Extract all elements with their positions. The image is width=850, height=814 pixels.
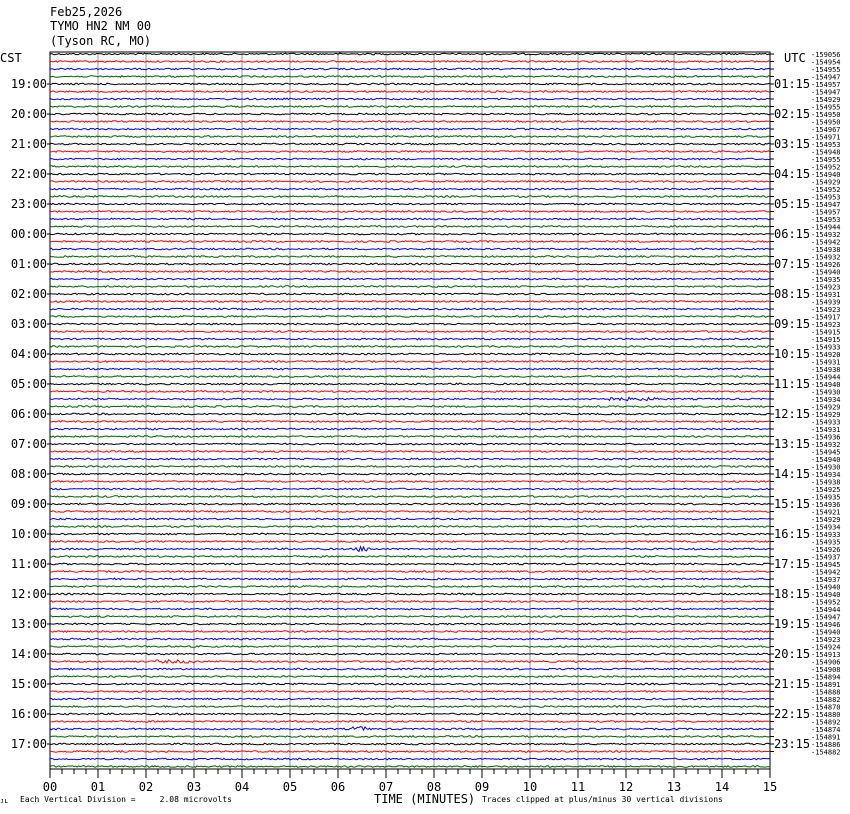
trace-line bbox=[50, 308, 770, 310]
trace-line bbox=[50, 638, 770, 640]
x-axis-title: TIME (MINUTES) bbox=[374, 792, 476, 806]
trace-line bbox=[50, 203, 770, 205]
x-tick-label: 01 bbox=[90, 780, 106, 794]
trace-value-label: -154947 bbox=[811, 201, 841, 209]
trace-line bbox=[50, 571, 770, 573]
trace-value-label: -154923 bbox=[811, 636, 841, 644]
trace-line bbox=[50, 653, 770, 655]
trace-line bbox=[50, 691, 770, 693]
trace-value-label: -154940 bbox=[811, 628, 841, 637]
trace-value-label: -154931 bbox=[811, 426, 841, 434]
utc-hour-labels bbox=[774, 77, 810, 751]
trace-value-label: -154933 bbox=[811, 343, 841, 352]
trace-line bbox=[50, 383, 770, 385]
trace-line bbox=[50, 278, 770, 280]
trace-line bbox=[50, 76, 770, 78]
trace-value-label: -154933 bbox=[811, 531, 841, 539]
trace-line bbox=[50, 248, 770, 250]
trace-line bbox=[50, 556, 770, 558]
trace-value-label: -154967 bbox=[811, 126, 841, 134]
trace-value-label: -154947 bbox=[811, 88, 841, 97]
utc-hour-label: 10:15 bbox=[774, 347, 811, 361]
trace-value-label: -154940 bbox=[811, 381, 841, 389]
trace-line bbox=[50, 428, 770, 430]
utc-hour-label: 11:15 bbox=[774, 377, 811, 391]
trace-value-label: -154942 bbox=[811, 238, 841, 247]
trace-line bbox=[50, 593, 770, 595]
trace-value-label: -154932 bbox=[811, 231, 841, 239]
trace-line bbox=[50, 706, 770, 708]
cst-hour-label: 19:00 bbox=[10, 77, 47, 91]
trace-line bbox=[50, 563, 770, 565]
trace-line bbox=[50, 397, 770, 400]
cst-hour-label: 16:00 bbox=[10, 707, 47, 721]
trace-value-label: -154947 bbox=[811, 73, 841, 82]
cst-hour-label: 05:00 bbox=[10, 377, 47, 391]
trace-line bbox=[50, 616, 770, 618]
trace-line bbox=[50, 323, 770, 325]
utc-hour-label: 12:15 bbox=[774, 407, 811, 421]
trace-value-label: -154923 bbox=[811, 283, 841, 292]
trace-value-label: -154923 bbox=[811, 306, 841, 314]
utc-hour-label: 21:15 bbox=[774, 677, 811, 691]
trace-line bbox=[50, 271, 770, 273]
trace-value-label: -154939 bbox=[811, 298, 841, 307]
trace-value-label: -154954 bbox=[811, 58, 841, 67]
trace-value-label: -159056 bbox=[811, 51, 841, 59]
traces-group bbox=[50, 53, 770, 767]
trace-value-label: -154952 bbox=[811, 163, 841, 172]
cst-hour-label: 23:00 bbox=[10, 197, 47, 211]
trace-line bbox=[50, 721, 770, 723]
utc-hour-label: 23:15 bbox=[774, 737, 811, 751]
trace-value-label: -154950 bbox=[811, 111, 841, 119]
cst-hour-label: 20:00 bbox=[10, 107, 47, 121]
x-axis bbox=[43, 769, 777, 794]
cst-hour-label: 13:00 bbox=[10, 617, 47, 631]
trace-value-label: -154950 bbox=[811, 118, 841, 127]
trace-line bbox=[50, 533, 770, 535]
x-tick-label: 11 bbox=[570, 780, 586, 794]
x-tick-label: 10 bbox=[522, 780, 538, 794]
location-label: (Tyson RC, MO) bbox=[50, 34, 152, 48]
trace-line bbox=[50, 233, 770, 235]
trace-line bbox=[50, 151, 770, 153]
trace-line bbox=[50, 98, 770, 100]
trace-line bbox=[50, 218, 770, 220]
trace-value-label: -154932 bbox=[811, 441, 841, 449]
trace-value-label: -154930 bbox=[811, 388, 841, 397]
x-tick-label: 06 bbox=[330, 780, 346, 794]
date-label: Feb25,2026 bbox=[50, 5, 123, 19]
trace-line bbox=[50, 53, 770, 55]
trace-line bbox=[50, 586, 770, 588]
utc-hour-label: 02:15 bbox=[774, 107, 811, 121]
scale-note: Each Vertical Division = 2.08 microvolts bbox=[20, 795, 232, 804]
trace-value-label: -154948 bbox=[811, 148, 841, 157]
trace-line bbox=[50, 338, 770, 340]
right-axis-title: UTC bbox=[784, 51, 806, 65]
utc-hour-label: 09:15 bbox=[774, 317, 811, 331]
trace-line bbox=[50, 443, 770, 445]
trace-value-label: -154880 bbox=[811, 711, 841, 719]
trace-line bbox=[50, 458, 770, 460]
trace-line bbox=[50, 541, 770, 543]
utc-hour-label: 03:15 bbox=[774, 137, 811, 151]
cst-hour-label: 09:00 bbox=[10, 497, 47, 511]
utc-hour-label: 20:15 bbox=[774, 647, 811, 661]
cst-hour-label: 00:00 bbox=[10, 227, 47, 241]
trace-line bbox=[50, 391, 770, 393]
trace-line bbox=[50, 91, 770, 93]
trace-line bbox=[50, 188, 770, 190]
trace-value-label: -154938 bbox=[811, 246, 841, 254]
trace-value-label: -154933 bbox=[811, 418, 841, 427]
trace-value-label: -154886 bbox=[811, 741, 841, 749]
trace-value-label: -154926 bbox=[811, 546, 841, 554]
trace-line bbox=[50, 301, 770, 303]
trace-value-label: -154917 bbox=[811, 313, 841, 322]
cst-hour-label: 12:00 bbox=[10, 587, 47, 601]
trace-line bbox=[50, 511, 770, 513]
cst-hour-label: 02:00 bbox=[10, 287, 47, 301]
trace-value-label: -154944 bbox=[811, 223, 841, 232]
trace-value-label: -154934 bbox=[811, 523, 841, 532]
trace-value-label: -154940 bbox=[811, 268, 841, 277]
trace-value-label: -154953 bbox=[811, 193, 841, 202]
trace-value-label: -154929 bbox=[811, 516, 841, 524]
trace-value-label: -154892 bbox=[811, 718, 841, 727]
trace-value-label: -154882 bbox=[811, 696, 841, 704]
trace-line bbox=[50, 241, 770, 243]
trace-line bbox=[50, 496, 770, 498]
trace-line bbox=[50, 421, 770, 423]
trace-line bbox=[50, 436, 770, 438]
utc-hour-label: 15:15 bbox=[774, 497, 811, 511]
trace-value-label: -154936 bbox=[811, 433, 841, 442]
scale-mark-icon: ᴊʟ bbox=[0, 797, 9, 805]
utc-hour-label: 06:15 bbox=[774, 227, 811, 241]
trace-value-label: -154947 bbox=[811, 613, 841, 622]
trace-value-label: -154921 bbox=[811, 508, 841, 517]
trace-line bbox=[50, 181, 770, 183]
cst-hour-label: 10:00 bbox=[10, 527, 47, 541]
trace-value-label: -154953 bbox=[811, 141, 841, 149]
trace-line bbox=[50, 368, 770, 370]
trace-line bbox=[50, 473, 770, 475]
trace-line bbox=[50, 68, 770, 70]
trace-value-label: -154935 bbox=[811, 538, 841, 547]
trace-value-label: -154894 bbox=[811, 673, 841, 682]
trace-line bbox=[50, 263, 770, 265]
trace-line bbox=[50, 736, 770, 738]
trace-line bbox=[50, 293, 770, 295]
station-label: TYMO HN2 NM 00 bbox=[50, 19, 152, 33]
trace-value-label: -154940 bbox=[811, 583, 841, 592]
x-tick-label: 03 bbox=[186, 780, 202, 794]
trace-value-label: -154937 bbox=[811, 576, 841, 584]
trace-value-label: -154870 bbox=[811, 703, 841, 712]
trace-line bbox=[50, 743, 770, 745]
cst-hour-label: 08:00 bbox=[10, 467, 47, 481]
utc-hour-label: 04:15 bbox=[774, 167, 811, 181]
trace-line bbox=[50, 646, 770, 648]
trace-line bbox=[50, 143, 770, 145]
trace-line bbox=[50, 668, 770, 670]
trace-value-label: -154882 bbox=[811, 748, 841, 757]
trace-value-label: -154920 bbox=[811, 351, 841, 359]
trace-line bbox=[50, 316, 770, 318]
trace-line bbox=[50, 158, 770, 160]
trace-value-label: -154925 bbox=[811, 486, 841, 494]
utc-hour-label: 18:15 bbox=[774, 587, 811, 601]
utc-hour-label: 07:15 bbox=[774, 257, 811, 271]
x-tick-label: 08 bbox=[426, 780, 442, 794]
x-tick-label: 00 bbox=[42, 780, 58, 794]
trace-value-label: -154926 bbox=[811, 261, 841, 269]
utc-hour-label: 14:15 bbox=[774, 467, 811, 481]
trace-value-label: -154906 bbox=[811, 658, 841, 667]
x-tick-label: 02 bbox=[138, 780, 154, 794]
trace-value-label: -154932 bbox=[811, 253, 841, 262]
trace-line bbox=[50, 106, 770, 108]
trace-value-label: -154938 bbox=[811, 366, 841, 374]
trace-value-label: -154937 bbox=[811, 553, 841, 562]
trace-line bbox=[50, 481, 770, 483]
trace-value-label: -154935 bbox=[811, 276, 841, 284]
trace-line bbox=[50, 256, 770, 258]
trace-line bbox=[50, 286, 770, 288]
trace-value-label: -154929 bbox=[811, 96, 841, 104]
trace-line bbox=[50, 451, 770, 453]
trace-value-label: -154955 bbox=[811, 156, 841, 164]
cst-hour-label: 04:00 bbox=[10, 347, 47, 361]
utc-hour-label: 22:15 bbox=[774, 707, 811, 721]
utc-hour-label: 01:15 bbox=[774, 77, 811, 91]
x-tick-label: 12 bbox=[618, 780, 634, 794]
trace-value-label: -154946 bbox=[811, 621, 841, 629]
trace-line bbox=[50, 121, 770, 123]
trace-value-label: -154934 bbox=[811, 471, 841, 479]
trace-value-label: -154924 bbox=[811, 643, 841, 652]
trace-line bbox=[50, 766, 770, 768]
x-tick-label: 07 bbox=[378, 780, 394, 794]
trace-line bbox=[50, 413, 770, 415]
trace-line bbox=[50, 83, 770, 85]
trace-value-label: -154952 bbox=[811, 186, 841, 194]
trace-line bbox=[50, 751, 770, 753]
cst-hour-label: 01:00 bbox=[10, 257, 47, 271]
trace-value-label: -154944 bbox=[811, 373, 841, 382]
trace-line bbox=[50, 526, 770, 528]
trace-value-label: -154952 bbox=[811, 598, 841, 607]
trace-value-label: -154929 bbox=[811, 411, 841, 419]
trace-line bbox=[50, 631, 770, 633]
cst-hour-label: 06:00 bbox=[10, 407, 47, 421]
trace-value-label: -154955 bbox=[811, 66, 841, 74]
cst-hour-label: 14:00 bbox=[10, 647, 47, 661]
trace-line bbox=[50, 518, 770, 520]
trace-line bbox=[50, 488, 770, 490]
trace-line bbox=[50, 547, 770, 552]
trace-line bbox=[50, 623, 770, 625]
trace-value-label: -154945 bbox=[811, 561, 841, 569]
trace-value-label: -154913 bbox=[811, 651, 841, 659]
trace-line bbox=[50, 136, 770, 138]
trace-value-label: -154940 bbox=[811, 171, 841, 179]
trace-value-label: -154971 bbox=[811, 133, 841, 142]
x-tick-label: 15 bbox=[762, 780, 778, 794]
trace-value-label: -154923 bbox=[811, 321, 841, 329]
trace-line bbox=[50, 353, 770, 355]
x-tick-label: 09 bbox=[474, 780, 490, 794]
trace-line bbox=[50, 758, 770, 760]
trace-line bbox=[50, 698, 770, 700]
trace-value-label: -154955 bbox=[811, 103, 841, 112]
trace-line bbox=[50, 727, 770, 731]
trace-line bbox=[50, 676, 770, 678]
trace-line bbox=[50, 406, 770, 408]
cst-hour-label: 07:00 bbox=[10, 437, 47, 451]
trace-value-label: -154940 bbox=[811, 591, 841, 599]
trace-value-label: -154908 bbox=[811, 666, 841, 674]
trace-line bbox=[50, 466, 770, 468]
trace-value-label: -154891 bbox=[811, 681, 841, 689]
trace-line bbox=[50, 660, 770, 663]
trace-value-label: -154930 bbox=[811, 463, 841, 472]
trace-line bbox=[50, 601, 770, 603]
trace-value-label: -154888 bbox=[811, 688, 841, 697]
trace-line bbox=[50, 361, 770, 363]
trace-line bbox=[50, 166, 770, 168]
trace-line bbox=[50, 346, 770, 348]
cst-hour-label: 11:00 bbox=[10, 557, 47, 571]
utc-hour-label: 05:15 bbox=[774, 197, 811, 211]
utc-hour-label: 08:15 bbox=[774, 287, 811, 301]
utc-hour-label: 17:15 bbox=[774, 557, 811, 571]
trace-line bbox=[50, 503, 770, 505]
trace-value-label: -154929 bbox=[811, 403, 841, 412]
cst-hour-label: 17:00 bbox=[10, 737, 47, 751]
trace-value-label: -154934 bbox=[811, 396, 841, 404]
trace-line bbox=[50, 608, 770, 610]
trace-line bbox=[50, 683, 770, 685]
trace-value-label: -154874 bbox=[811, 726, 841, 734]
trace-line bbox=[50, 331, 770, 333]
utc-hour-label: 13:15 bbox=[774, 437, 811, 451]
trace-value-label: -154929 bbox=[811, 178, 841, 187]
trace-line bbox=[50, 578, 770, 580]
utc-hour-label: 16:15 bbox=[774, 527, 811, 541]
trace-value-label: -154944 bbox=[811, 606, 841, 614]
trace-line bbox=[50, 713, 770, 715]
cst-hour-label: 21:00 bbox=[10, 137, 47, 151]
trace-value-label: -154931 bbox=[811, 358, 841, 367]
trace-line bbox=[50, 61, 770, 63]
trace-value-label: -154945 bbox=[811, 448, 841, 457]
trace-line bbox=[50, 211, 770, 213]
trace-line bbox=[50, 173, 770, 175]
trace-line bbox=[50, 376, 770, 378]
clip-note: Traces clipped at plus/minus 30 vertical divisions bbox=[482, 795, 723, 804]
trace-line bbox=[50, 196, 770, 198]
left-axis-title: CST bbox=[0, 51, 22, 65]
trace-value-label: -154915 bbox=[811, 328, 841, 337]
trace-line bbox=[50, 128, 770, 130]
trace-value-label: -154935 bbox=[811, 493, 841, 502]
cst-hour-label: 22:00 bbox=[10, 167, 47, 181]
trace-value-label: -154891 bbox=[811, 733, 841, 742]
cst-hour-label: 15:00 bbox=[10, 677, 47, 691]
trace-value-label: -154957 bbox=[811, 81, 841, 89]
trace-value-label: -154942 bbox=[811, 568, 841, 577]
cst-hour-label: 03:00 bbox=[10, 317, 47, 331]
cst-hour-labels bbox=[11, 77, 50, 751]
x-tick-label: 04 bbox=[234, 780, 250, 794]
utc-hour-label: 19:15 bbox=[774, 617, 811, 631]
x-tick-label: 13 bbox=[666, 780, 682, 794]
trace-value-label: -154938 bbox=[811, 478, 841, 487]
trace-value-label: -154915 bbox=[811, 336, 841, 344]
trace-line bbox=[50, 113, 770, 115]
x-tick-label: 05 bbox=[282, 780, 298, 794]
trace-value-label: -154936 bbox=[811, 501, 841, 509]
trace-value-label: -154931 bbox=[811, 291, 841, 299]
trace-value-label: -154953 bbox=[811, 216, 841, 224]
trace-value-label: -154940 bbox=[811, 456, 841, 464]
x-tick-label: 14 bbox=[714, 780, 730, 794]
trace-value-label: -154957 bbox=[811, 208, 841, 217]
trace-line bbox=[50, 226, 770, 228]
